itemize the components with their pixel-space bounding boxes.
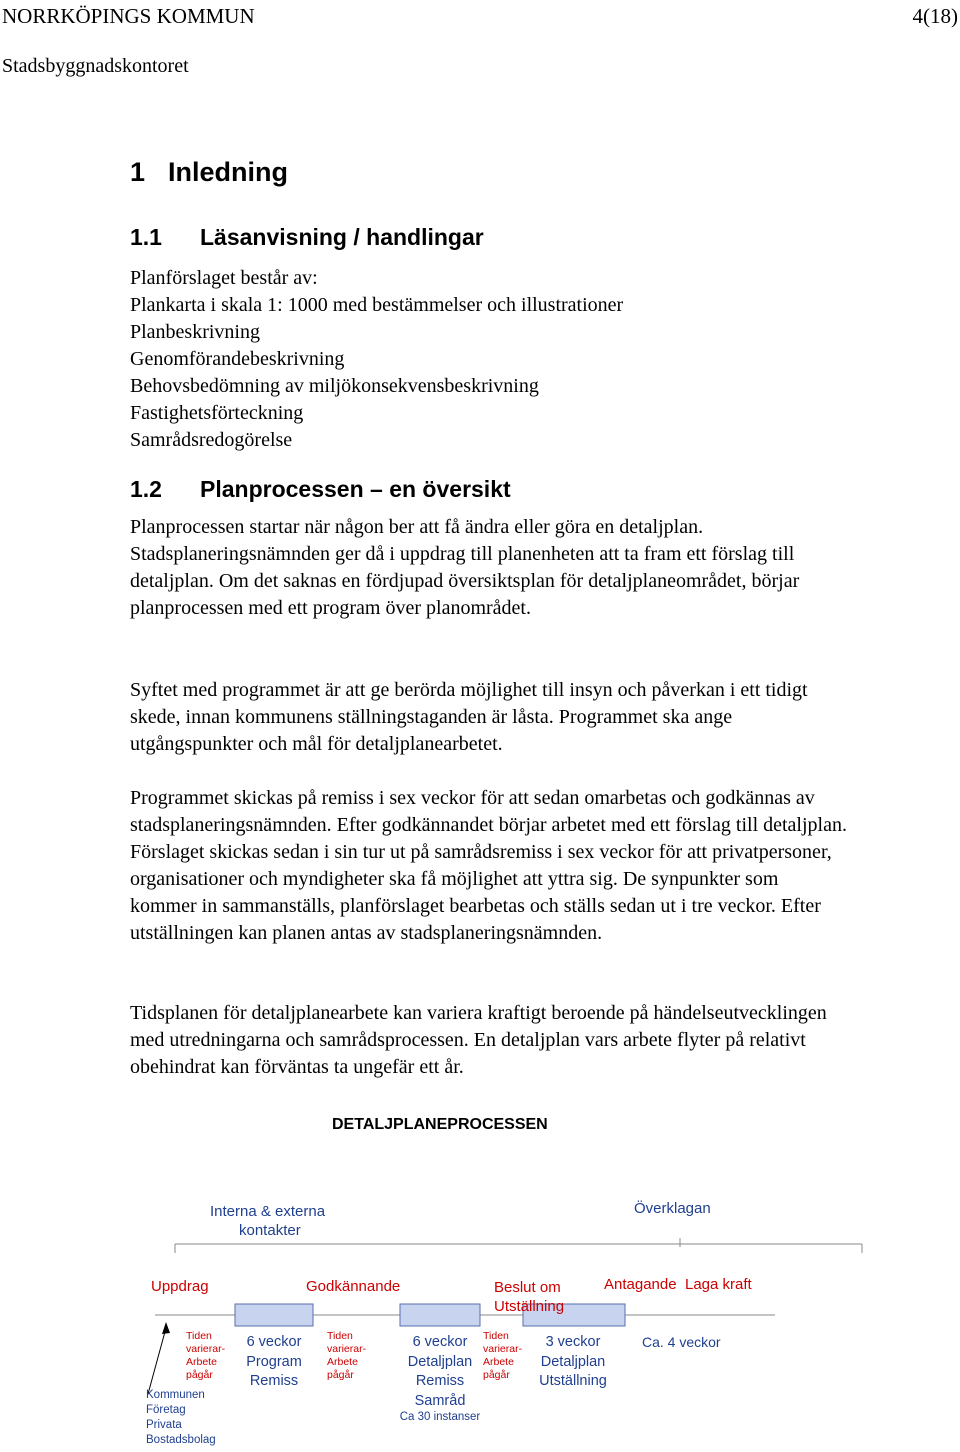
list-item: Samrådsredogörelse <box>130 429 293 451</box>
heading-text: Planprocessen – en översikt <box>200 476 511 502</box>
document-list <box>130 265 623 454</box>
diagram-lines <box>0 1150 960 1452</box>
milestone-laga-kraft: Laga kraft <box>685 1276 752 1293</box>
milestone-antagande: Antagande <box>604 1276 677 1293</box>
paragraph: Syftet med programmet är att ge berörda möjlighet till insyn och påverkan i ett tidigt skede, innan kommunens ställningstaganden är låsta. Programmet ska ange utgångspunkter och mål för detaljplanearbetet. <box>130 679 808 755</box>
milestone-godkannande: Godkännande <box>306 1278 401 1295</box>
initiator-arrow <box>148 1328 166 1394</box>
heading-number: 1.1 <box>130 224 162 250</box>
heading-number: 1.2 <box>130 476 162 502</box>
phase-3-text: Tiden varierar- Arbete pågår <box>327 1330 367 1381</box>
arrow-head <box>162 1322 170 1334</box>
heading-planprocessen <box>130 476 511 503</box>
milestone-uppdrag: Uppdrag <box>151 1278 209 1295</box>
paragraph: Planprocessen startar när någon ber att få ändra eller göra en detaljplan. Stadsplaneringsnämnden ger då i uppdrag till planenheten att ta fram ett förslag till detaljplan. Om det saknas en fördjupad översiktsplan för detaljplaneområdet, börjar planprocessen med ett program över planområdet. <box>130 516 800 619</box>
label-interna-externa: Interna & externa kontakter <box>210 1203 326 1239</box>
paragraph: Programmet skickas på remiss i sex veckor för att sedan omarbetas och godkännas av stadsplaneringsnämnden. Efter godkännandet börjar arbetet med ett förslag till detaljplan. Förslaget skickas sedan i sin tur ut på samrådsremiss i sex veckor för att privatpersoner, organisationer och myndigheter ska få möjlighet att yttra sig. De synpunkter som kommer in sammanställs, planförslaget bearbetas och ställs sedan ut i tre veckor. Efter utställningen kan planen antas av stadsplaneringsnämnden. <box>130 787 847 944</box>
phase-5-text: Tiden varierar- Arbete pågår <box>483 1330 523 1381</box>
diagram-title: DETALJPLANEPROCESSEN <box>332 1116 548 1133</box>
phase-box-samrad <box>400 1304 480 1326</box>
list-item: Plankarta i skala 1: 1000 med bestämmelser och illustrationer <box>130 294 624 316</box>
phase-box-program <box>235 1304 313 1326</box>
milestone-beslut: Beslut om Utställning <box>494 1279 565 1315</box>
heading-text: Inledning <box>168 157 288 187</box>
list-item: Planförslaget består av: <box>130 267 318 289</box>
list-item: Fastighetsförteckning <box>130 402 304 424</box>
header-organization: NORRKÖPINGS KOMMUN <box>2 4 255 28</box>
heading-inledning <box>130 157 288 188</box>
phase-4-note: Ca 30 instanser <box>399 1411 481 1423</box>
list-item: Planbeskrivning <box>130 321 260 343</box>
header-department: Stadsbyggnadskontoret <box>2 55 189 77</box>
heading-lasanvisning <box>130 224 484 251</box>
paragraph: Tidsplanen för detaljplanearbete kan variera kraftigt beroende på händelseutvecklingen med utredningarna och samrådsprocessen. En detaljplan vars arbete flyter på relativt obehindrat kan förväntas ta ungefär ett år. <box>130 1002 827 1078</box>
phase-2-text: 6 veckor Program Remiss <box>246 1334 302 1389</box>
heading-text: Läsanvisning / handlingar <box>200 224 484 250</box>
phase-7-text: Ca. 4 veckor <box>642 1334 721 1350</box>
phase-4-text: 6 veckor Detaljplan Remiss Samråd <box>407 1334 473 1409</box>
page-number: 4(18) <box>912 4 958 28</box>
initiators-list: Kommunen Företag Privata Bostadsbolag <box>146 1389 216 1446</box>
list-item: Behovsbedömning av miljökonsekvensbeskrivning <box>130 375 539 397</box>
heading-number: 1 <box>130 157 146 187</box>
label-overklagan: Överklagan <box>634 1200 711 1217</box>
list-item: Genomförandebeskrivning <box>130 348 345 370</box>
phase-1-text: Tiden varierar- Arbete pågår <box>186 1330 226 1381</box>
phase-6-text: 3 veckor Detaljplan Utställning <box>539 1334 607 1389</box>
process-diagram <box>0 1150 960 1452</box>
